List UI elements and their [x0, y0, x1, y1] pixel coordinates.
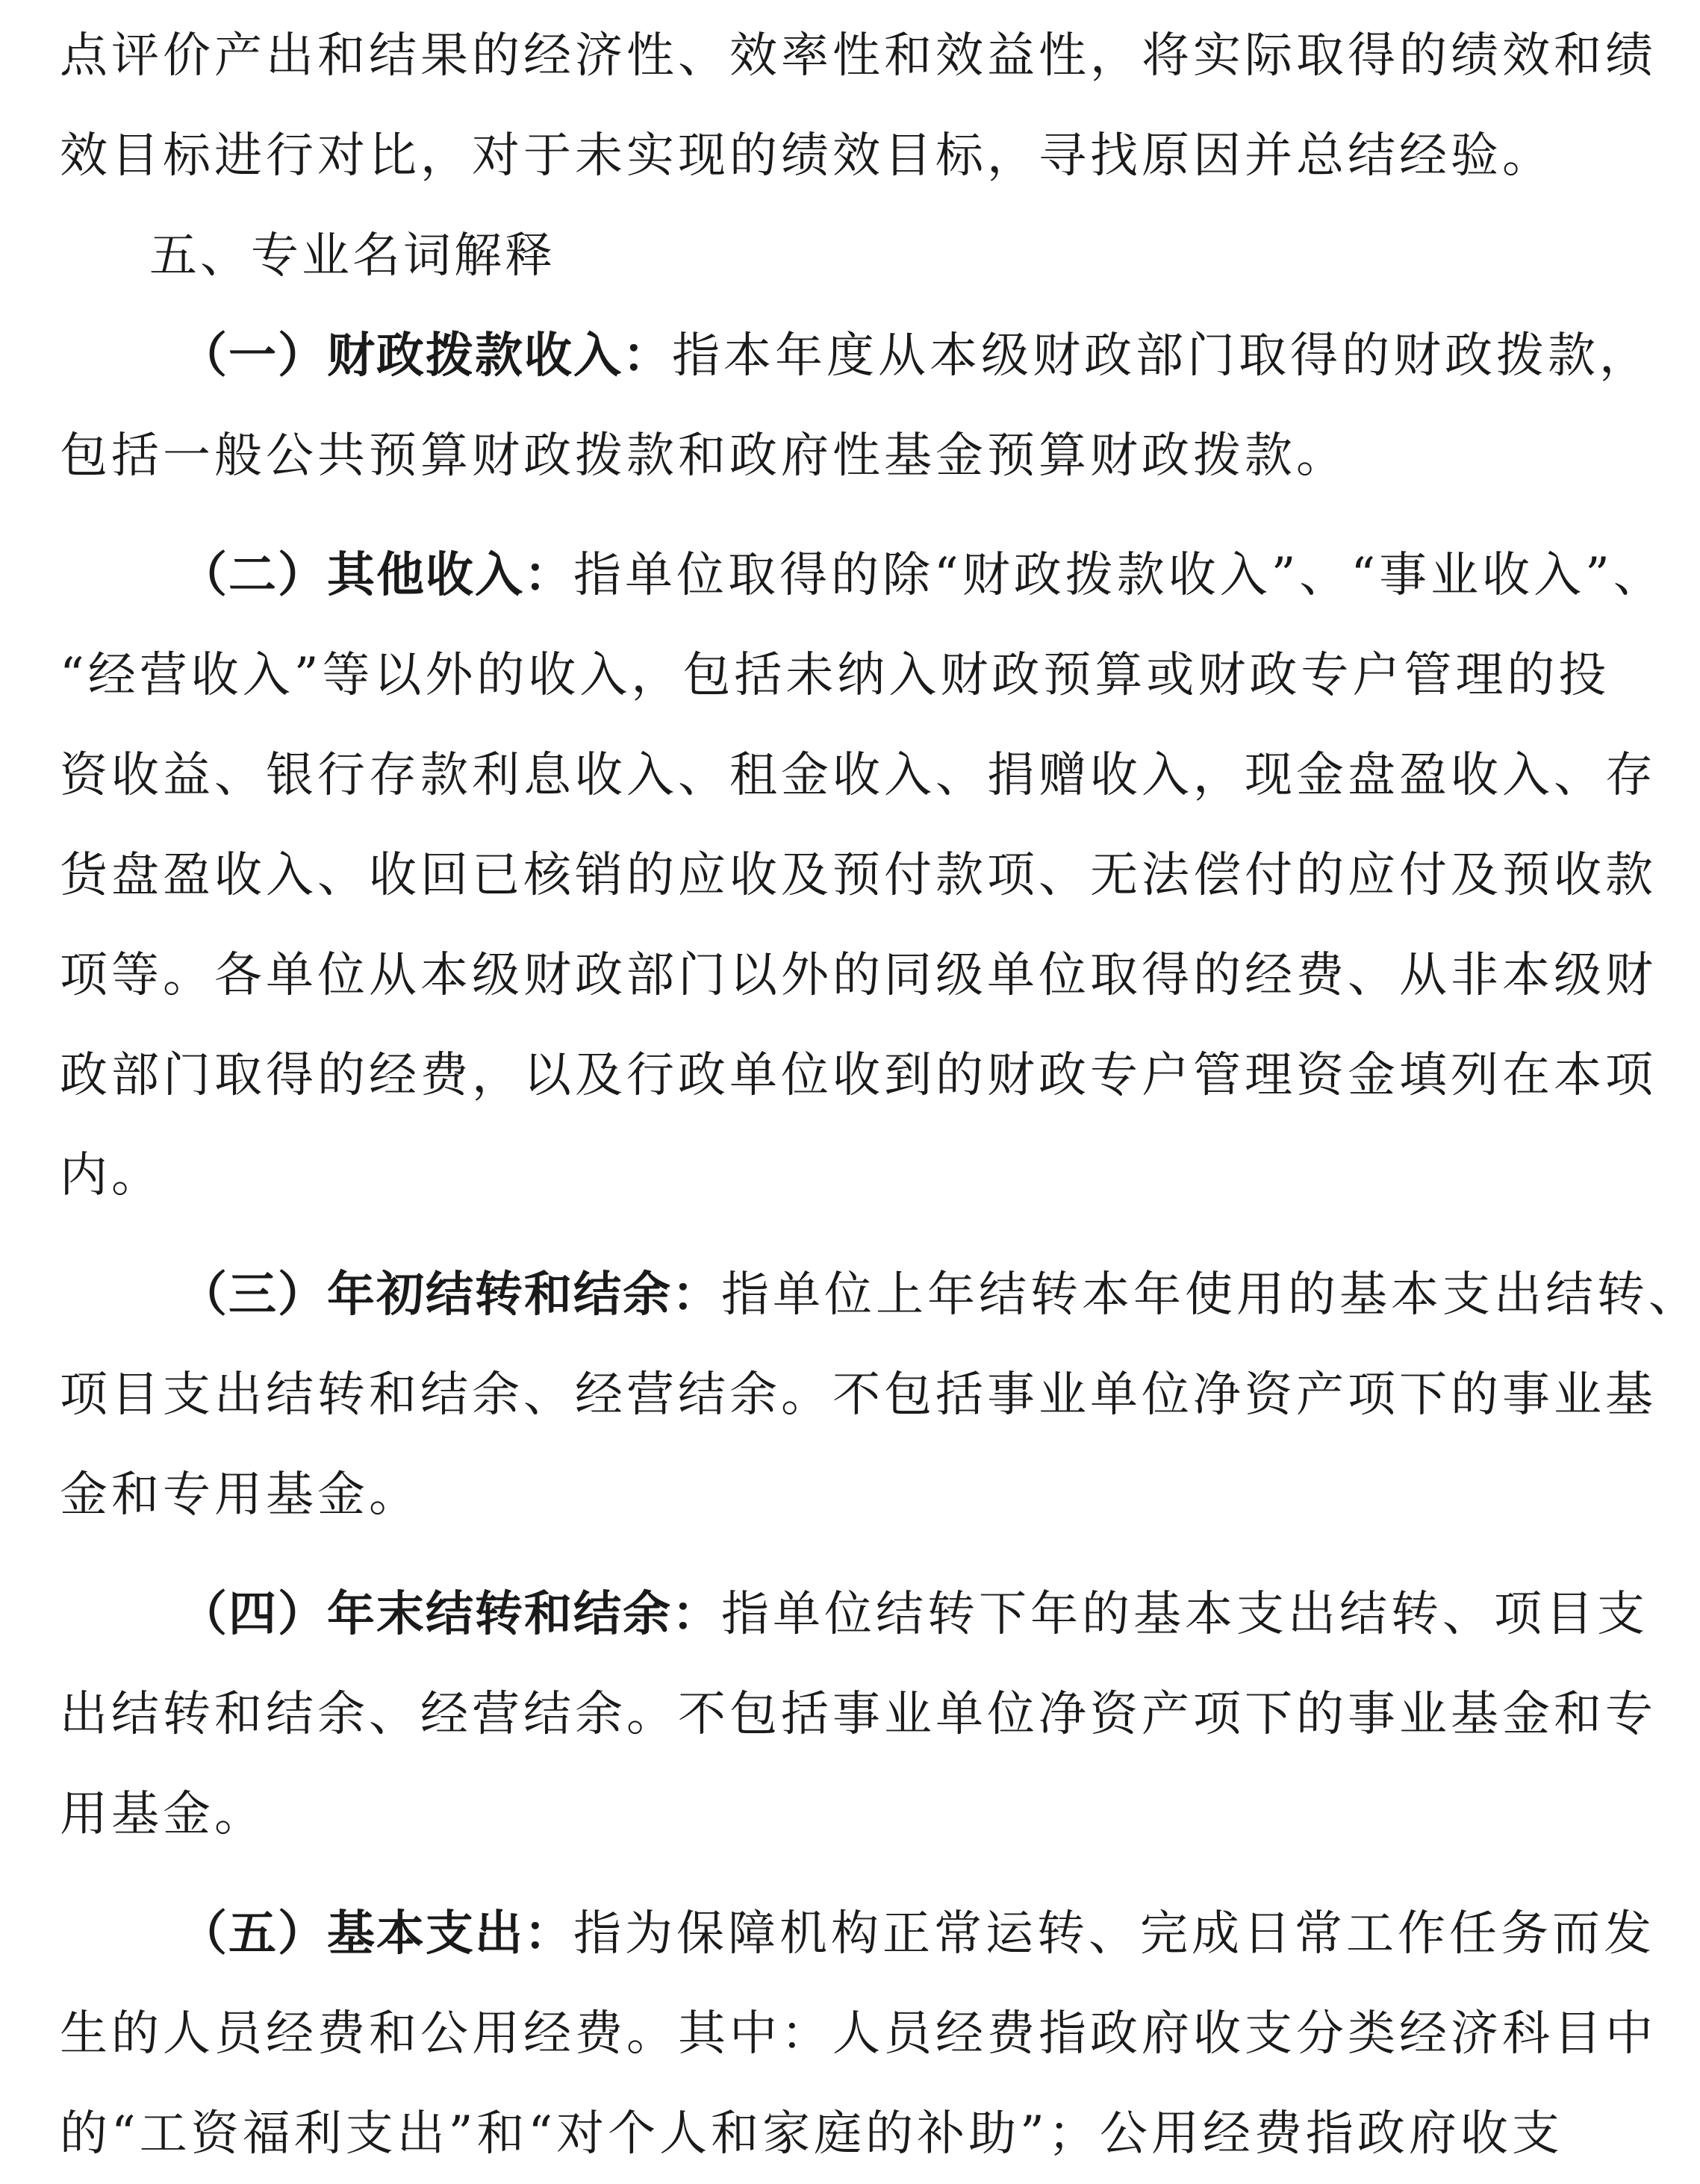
term-4-line: 用基金。 [60, 1787, 266, 1842]
term-2-line: 项等。各单位从本级财政部门以外的同级单位取得的经费、从非本级财 [60, 948, 1657, 1003]
term-2-line: 资收益、银行存款利息收入、租金收入、捐赠收入，现金盘盈收入、存 [60, 748, 1657, 803]
term-3-first-line [60, 1245, 1700, 1345]
term-4-first-line [60, 1564, 1648, 1664]
term-3-label: （三）年初结转和结余： [179, 1267, 721, 1323]
term-4-definition-start: 指单位结转下年的基本支出结转、项目支 [721, 1587, 1648, 1642]
term-2-line: 政部门取得的经费，以及行政单位收到的财政专户管理资金填列在本项 [60, 1048, 1657, 1103]
term-2-definition-start: 指单位取得的除“财政拨款收入”、“事业收入”、 [573, 548, 1665, 603]
term-3-definition-start: 指单位上年结转本年使用的基本支出结转、 [721, 1267, 1700, 1323]
term-2-line: 货盘盈收入、收回已核销的应收及预付款项、无法偿付的应付及预收款 [60, 848, 1657, 903]
term-4-line: 出结转和结余、经营结余。不包括事业单位净资产项下的事业基金和专 [60, 1687, 1657, 1742]
term-5-line: 的“工资福利支出”和“对个人和家庭的补助”；公用经费指政府收支 [60, 2106, 1563, 2162]
term-5-first-line [60, 1884, 1655, 1984]
term-2-line: 内。 [60, 1148, 163, 1203]
term-5-line: 生的人员经费和公用经费。其中：人员经费指政府收支分类经济科目中 [60, 2006, 1657, 2062]
term-5-definition-start: 指为保障机构正常运转、完成日常工作任务而发 [573, 1906, 1655, 1962]
term-5-label: （五）基本支出： [179, 1906, 573, 1962]
document-page [60, 0, 1700, 2184]
term-2-first-line [60, 525, 1665, 625]
section-heading: 五、专业名词解释 [149, 228, 555, 284]
term-2-label: （二）其他收入： [179, 548, 573, 603]
term-1-line: 包括一般公共预算财政拨款和政府性基金预算财政拨款。 [60, 428, 1348, 484]
term-2-line: “经营收入”等以外的收入，包括未纳入财政预算或财政专户管理的投 [60, 648, 1610, 703]
term-1-first-line [60, 306, 1651, 406]
intro-line-2: 效目标进行对比，对于未实现的绩效目标，寻找原因并总结经验。 [60, 128, 1554, 184]
term-3-line: 金和专用基金。 [60, 1467, 420, 1523]
term-4-label: （四）年末结转和结余： [179, 1587, 721, 1642]
term-1-label: （一）财政拨款收入： [179, 328, 672, 384]
term-3-line: 项目支出结转和结余、经营结余。不包括事业单位净资产项下的事业基 [60, 1367, 1657, 1423]
intro-line-1: 点评价产出和结果的经济性、效率性和效益性，将实际取得的绩效和绩 [60, 28, 1657, 84]
term-1-definition-start: 指本年度从本级财政部门取得的财政拨款， [672, 328, 1651, 384]
